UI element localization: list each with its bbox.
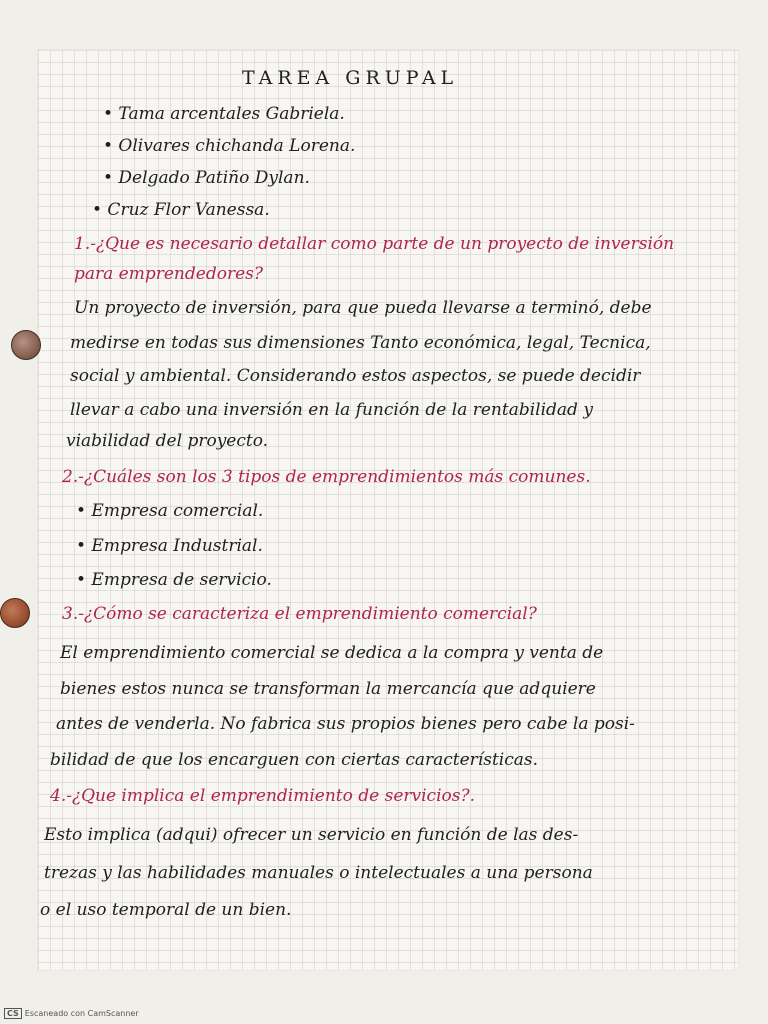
answer-1-line: social y ambiental. Considerando estos aspectos, se puede decidir [70,366,641,386]
member-item: • Cruz Flor Vanessa. [92,200,270,220]
answer-1-line: medirse en todas sus dimensiones Tanto económica, legal, Tecnica, [70,333,651,353]
question-1-line: para emprendedores? [74,264,263,284]
binder-hole-bottom [0,598,30,628]
answer-3-line: bienes estos nunca se transforman la mercancía que adquiere [60,679,596,699]
member-item: • Olivares chichanda Lorena. [103,136,356,156]
question-2: 2.-¿Cuáles son los 3 tipos de emprendimientos más comunes. [62,467,591,487]
question-3: 3.-¿Cómo se caracteriza el emprendimiento comercial? [62,604,537,624]
scanner-watermark-text: Escaneado con CamScanner [24,1009,139,1018]
answer-1-line: viabilidad del proyecto. [66,431,269,451]
binder-hole-top [11,330,41,360]
answer-2-item: • Empresa de servicio. [76,570,272,590]
answer-4-line: Esto implica (adqui) ofrecer un servicio en función de las des- [44,825,579,845]
scanner-watermark [4,1008,139,1019]
answer-4-line: trezas y las habilidades manuales o intelectuales a una persona [44,863,593,883]
member-item: • Delgado Patiño Dylan. [103,168,310,188]
answer-3-line: antes de venderla. No fabrica sus propios bienes pero cabe la posi- [56,714,635,734]
answer-3-line: bilidad de que los encarguen con ciertas características. [50,750,538,770]
answer-2-item: • Empresa comercial. [76,501,264,521]
question-4: 4.-¿Que implica el emprendimiento de servicios?. [50,786,475,806]
answer-4-line: o el uso temporal de un bien. [40,900,292,920]
answer-3-line: El emprendimiento comercial se dedica a la compra y venta de [60,643,604,663]
page-title: TAREA GRUPAL [242,67,459,89]
answer-2-item: • Empresa Industrial. [76,536,263,556]
member-item: • Tama arcentales Gabriela. [103,104,345,124]
question-1-line: 1.-¿Que es necesario detallar como parte de un proyecto de inversión [74,234,675,254]
answer-1-line: Un proyecto de inversión, para que pueda llevarse a terminó, debe [74,298,652,318]
camscanner-badge: CS [4,1008,22,1019]
answer-1-line: llevar a cabo una inversión en la función de la rentabilidad y [70,400,593,420]
